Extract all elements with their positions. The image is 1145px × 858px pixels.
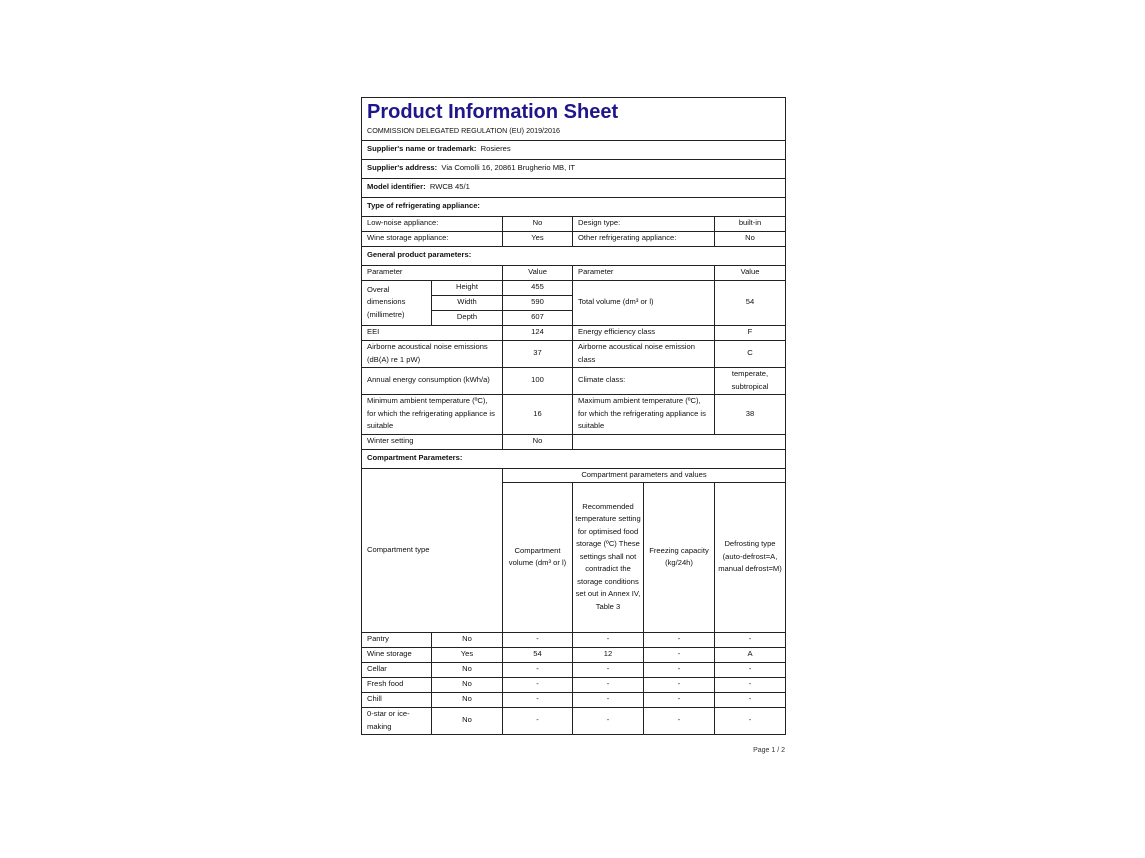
compartment-present: No [432,632,503,647]
parameter-value: 16 [503,394,573,434]
compartment-name: 0-star or ice-making [362,707,432,734]
dimension-name: Depth [432,310,503,325]
supplier-row [362,140,786,159]
compartment-row [362,632,786,647]
general-row [362,367,786,394]
parameter-value: 124 [503,325,573,340]
general-heading-row [362,246,786,265]
type-value: built-in [715,216,786,231]
type-row [362,216,786,231]
compartment-defrost: - [715,677,786,692]
compartment-volume: - [503,707,573,734]
type-label: Low-noise appliance: [362,216,503,231]
compartment-row [362,647,786,662]
winter-label: Winter setting [362,434,503,449]
winter-row [362,434,786,449]
dimension-row [362,280,786,295]
total-volume-label: Total volume (dm³ or l) [573,280,715,325]
compartment-temperature: - [573,677,644,692]
type-value: No [715,231,786,246]
compartment-temperature: - [573,662,644,677]
freezing-header: Freezing capacity (kg/24h) [644,482,715,632]
type-value: No [503,216,573,231]
defrost-header: Defrosting type (auto-defrost=A, manual defrost=M) [715,482,786,632]
parameter-value: 100 [503,367,573,394]
header-parameter: Parameter [362,265,503,280]
volume-header: Compartment volume (dm³ or l) [503,482,573,632]
parameter-value: 37 [503,340,573,367]
regulation-text: COMMISSION DELEGATED REGULATION (EU) 2019/2016 [367,126,561,135]
type-heading: Type of refrigerating appliance: [362,197,786,216]
header-parameter: Parameter [573,265,715,280]
compartment-present: No [432,707,503,734]
compartment-defrost: - [715,632,786,647]
compartment-row [362,707,786,734]
dimension-value: 455 [503,280,573,295]
compartment-defrost: - [715,662,786,677]
address-label: Supplier's address: [367,163,438,173]
type-value: Yes [503,231,573,246]
compartment-row [362,692,786,707]
compartment-type-header: Compartment type [362,468,503,632]
compartment-temperature: - [573,707,644,734]
general-row [362,325,786,340]
address-row [362,159,786,178]
compartment-name: Chill [362,692,432,707]
compartment-freezing: - [644,647,715,662]
model-value: RWCB 45/1 [429,182,470,192]
compartment-heading: Compartment Parameters: [362,449,786,468]
compartment-freezing: - [644,692,715,707]
compartment-present: No [432,692,503,707]
model-label: Model identifier: [367,182,426,192]
compartment-name: Cellar [362,662,432,677]
compartment-freezing: - [644,632,715,647]
dimension-value: 590 [503,295,573,310]
product-information-sheet [361,97,785,754]
parameter-label: Climate class: [573,367,715,394]
dimension-name: Width [432,295,503,310]
compartment-defrost: - [715,692,786,707]
parameter-label: Minimum ambient temperature (ºC), for which the refrigerating appliance is suitable [362,394,503,434]
compartment-volume: - [503,632,573,647]
dimension-value: 607 [503,310,573,325]
general-heading: General product parameters: [362,246,786,265]
compartment-defrost: - [715,707,786,734]
info-table [361,97,786,735]
compartment-heading-row [362,449,786,468]
model-row [362,178,786,197]
parameter-value: F [715,325,786,340]
supplier-label: Supplier's name or trademark: [367,144,477,154]
type-label: Other refrigerating appliance: [573,231,715,246]
type-heading-row [362,197,786,216]
compartment-row [362,662,786,677]
dimension-name: Height [432,280,503,295]
page-title: Product Information Sheet [367,101,619,123]
dimensions-label: Overal dimensions (millimetre) [362,280,432,325]
compartment-volume: 54 [503,647,573,662]
compartment-temperature: 12 [573,647,644,662]
compartment-present: No [432,662,503,677]
compartment-group-header: Compartment parameters and values [503,468,786,482]
header-value: Value [715,265,786,280]
compartment-volume: - [503,677,573,692]
general-row [362,340,786,367]
compartment-present: Yes [432,647,503,662]
parameter-value: C [715,340,786,367]
general-header-row [362,265,786,280]
title-row [362,98,786,141]
compartment-present: No [432,677,503,692]
compartment-row [362,677,786,692]
type-row [362,231,786,246]
page-number: Page 1 / 2 [753,747,785,754]
compartment-volume: - [503,662,573,677]
compartment-freezing: - [644,707,715,734]
compartment-name: Wine storage [362,647,432,662]
parameter-value: 38 [715,394,786,434]
header-value: Value [503,265,573,280]
parameter-label: Airborne acoustical noise emission class [573,340,715,367]
type-label: Design type: [573,216,715,231]
compartment-temperature: - [573,632,644,647]
compartment-volume: - [503,692,573,707]
parameter-label: Energy efficiency class [573,325,715,340]
parameter-value: temperate, subtropical [715,367,786,394]
compartment-name: Pantry [362,632,432,647]
compartment-header-row [362,468,786,482]
total-volume-value: 54 [715,280,786,325]
general-row [362,394,786,434]
compartment-freezing: - [644,677,715,692]
type-label: Wine storage appliance: [362,231,503,246]
temperature-header: Recommended temperature setting for optimised food storage (ºC) These settings shall not contradict the storage conditions set out in Annex IV, Table 3 [573,482,644,632]
parameter-label: Annual energy consumption (kWh/a) [362,367,503,394]
compartment-freezing: - [644,662,715,677]
parameter-label: EEI [362,325,503,340]
compartment-defrost: A [715,647,786,662]
parameter-label: Maximum ambient temperature (ºC), for which the refrigerating appliance is suitable [573,394,715,434]
supplier-value: Rosieres [480,144,511,154]
address-value: Via Comolli 16, 20861 Brugherio MB, IT [441,163,576,173]
parameter-label: Airborne acoustical noise emissions (dB(A) re 1 pW) [362,340,503,367]
compartment-temperature: - [573,692,644,707]
compartment-name: Fresh food [362,677,432,692]
winter-value: No [503,434,573,449]
